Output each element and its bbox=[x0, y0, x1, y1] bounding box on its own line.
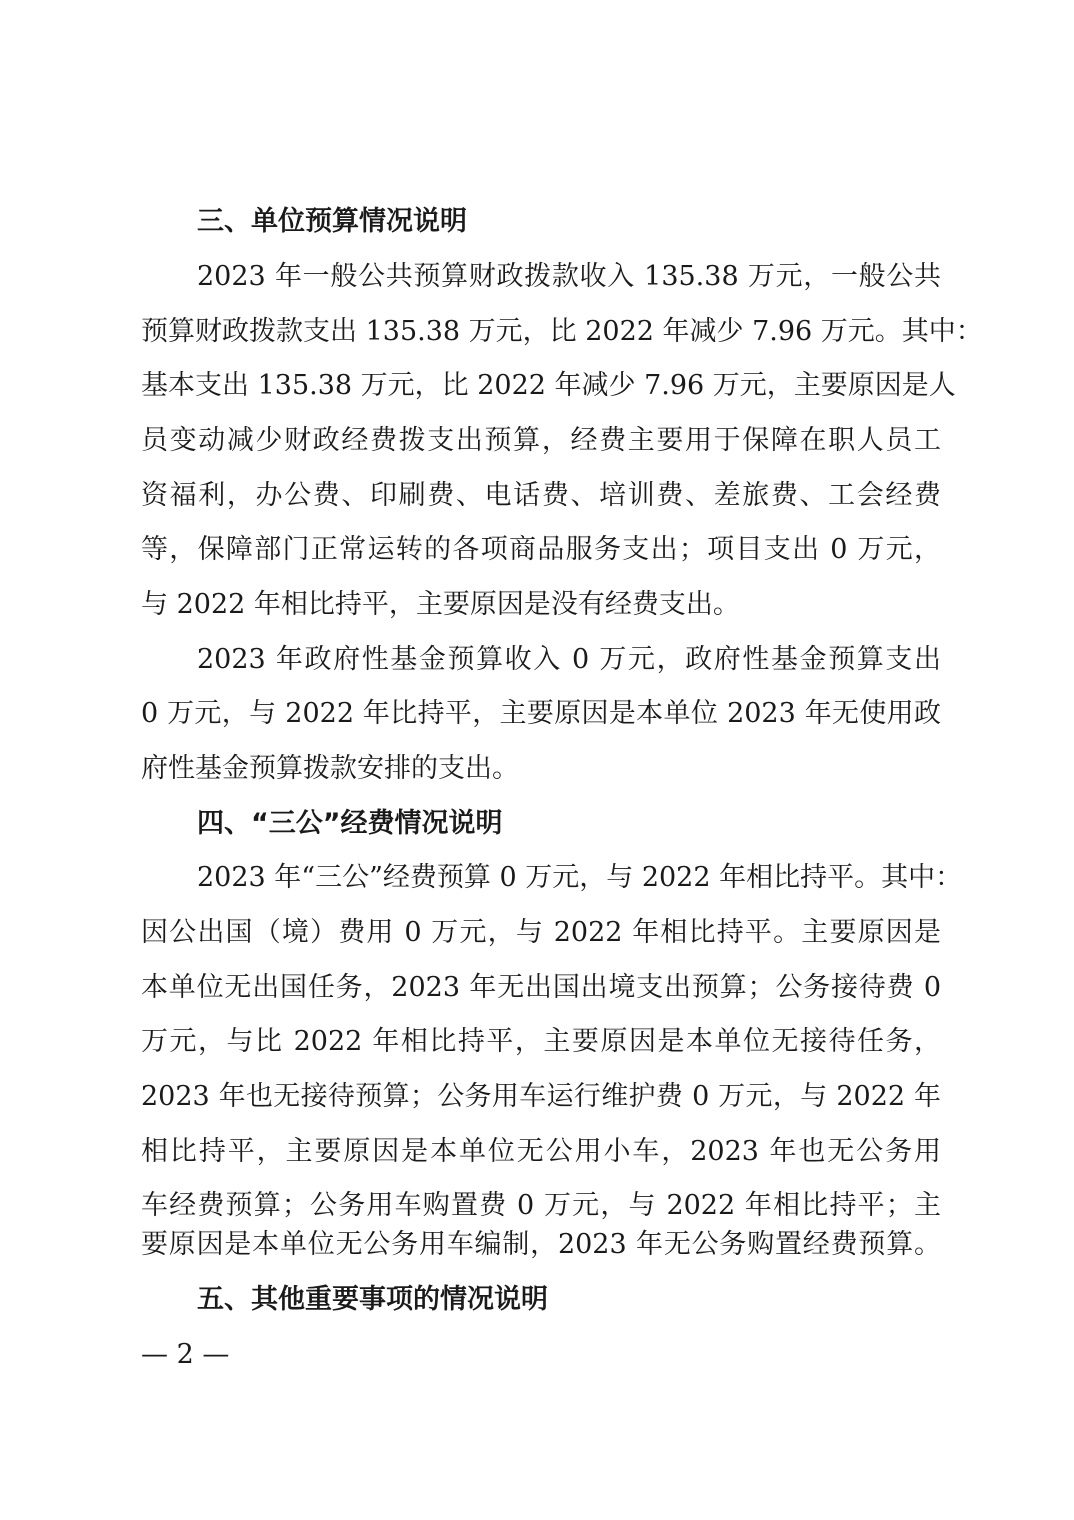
paragraph-line: 车经费预算；公务用车购置费 0 万元，与 2022 年相比持平；主 bbox=[141, 1190, 941, 1221]
paragraph-line: 0 万元，与 2022 年比持平，主要原因是本单位 2023 年无使用政 bbox=[141, 698, 941, 729]
paragraph-line: 府性基金预算拨款安排的支出。 bbox=[141, 753, 519, 784]
paragraph-line: 本单位无出国任务，2023 年无出国出境支出预算；公务接待费 0 bbox=[141, 972, 941, 1003]
paragraph-line: 因公出国（境）费用 0 万元，与 2022 年相比持平。主要原因是 bbox=[141, 917, 941, 948]
paragraph-line: 2023 年也无接待预算；公务用车运行维护费 0 万元，与 2022 年 bbox=[141, 1081, 941, 1112]
paragraph-line: 资福利，办公费、印刷费、电话费、培训费、差旅费、工会经费 bbox=[141, 480, 941, 511]
section-heading-budget: 三、单位预算情况说明 bbox=[197, 206, 467, 237]
paragraph-line: 基本支出 135.38 万元，比 2022 年减少 7.96 万元，主要原因是人 bbox=[141, 370, 956, 401]
paragraph-line: 员变动减少财政经费拨支出预算，经费主要用于保障在职人员工 bbox=[141, 425, 941, 456]
section-heading-other-matters: 五、其他重要事项的情况说明 bbox=[197, 1284, 548, 1315]
paragraph-line: 2023 年政府性基金预算收入 0 万元，政府性基金预算支出 bbox=[197, 644, 941, 675]
paragraph-line: 与 2022 年相比持平，主要原因是没有经费支出。 bbox=[141, 589, 740, 620]
paragraph-line: 2023 年一般公共预算财政拨款收入 135.38 万元，一般公共 bbox=[197, 261, 941, 292]
paragraph-line: 预算财政拨款支出 135.38 万元，比 2022 年减少 7.96 万元。其中： bbox=[141, 316, 983, 347]
paragraph-line: 2023 年“三公”经费预算 0 万元，与 2022 年相比持平。其中： bbox=[197, 862, 963, 893]
paragraph-line: 万元，与比 2022 年相比持平，主要原因是本单位无接待任务， bbox=[141, 1026, 941, 1057]
paragraph-line: 等，保障部门正常运转的各项商品服务支出；项目支出 0 万元， bbox=[141, 534, 941, 565]
paragraph-line: 要原因是本单位无公务用车编制，2023 年无公务购置经费预算。 bbox=[141, 1229, 941, 1260]
paragraph-line: 相比持平，主要原因是本单位无公用小车，2023 年也无公务用 bbox=[141, 1136, 941, 1167]
section-heading-three-public: 四、“三公”经费情况说明 bbox=[197, 808, 503, 839]
page-number: — 2 — bbox=[141, 1339, 230, 1370]
